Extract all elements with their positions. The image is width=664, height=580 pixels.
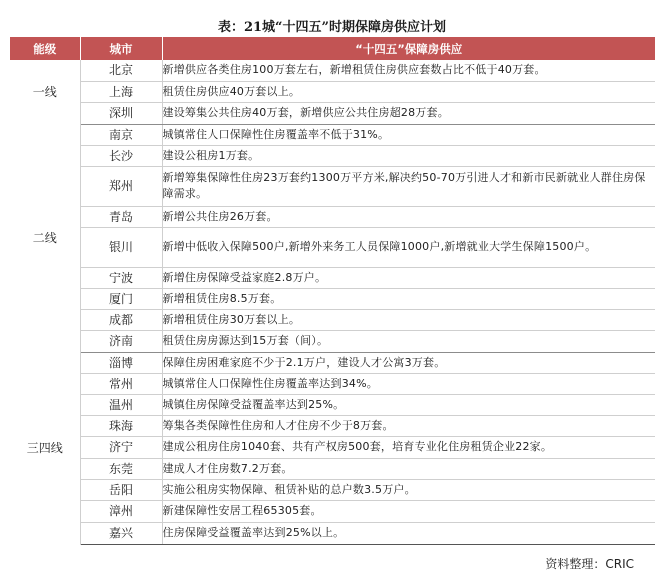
plan-cell: 新建保障性安居工程65305套。 — [162, 500, 655, 522]
plan-cell: 建设公租房1万套。 — [162, 145, 655, 166]
table-row — [10, 479, 655, 500]
plan-cell: 建成人才住房数7.2万套。 — [162, 458, 655, 479]
table-row — [10, 373, 655, 394]
plan-cell: 筹集各类保障性住房和人才住房不少于8万套。 — [162, 415, 655, 436]
header-city: 城市 — [80, 37, 162, 60]
source-note: 资料整理：CRIC — [545, 557, 634, 571]
city-cell: 宁波 — [80, 267, 162, 288]
tier-cell: 三四线 — [10, 352, 80, 544]
city-cell: 济宁 — [80, 436, 162, 458]
city-cell: 上海 — [80, 81, 162, 102]
city-cell: 温州 — [80, 394, 162, 415]
table-header-row — [10, 37, 655, 60]
table-row — [10, 206, 655, 227]
plan-cell: 建设筹集公共住房40万套，新增供应公共住房超28万套。 — [162, 102, 655, 124]
city-cell: 厦门 — [80, 288, 162, 309]
plan-cell: 租赁住房供应40万套以上。 — [162, 81, 655, 102]
plan-cell: 新增租赁住房30万套以上。 — [162, 309, 655, 330]
plan-cell: 新增中低收入保障500户,新增外来务工人员保障1000户,新增就业大学生保障1500户。 — [162, 227, 655, 267]
city-cell: 嘉兴 — [80, 522, 162, 544]
table-row — [10, 227, 655, 267]
city-cell: 常州 — [80, 373, 162, 394]
table-row — [10, 166, 655, 206]
tier-cell: 一线 — [10, 60, 80, 124]
table-row — [10, 81, 655, 102]
city-cell: 长沙 — [80, 145, 162, 166]
plan-cell: 保障住房困难家庭不少于2.1万户，建设人才公寓3万套。 — [162, 352, 655, 373]
plan-cell: 城镇常住人口保障性住房覆盖率不低于31%。 — [162, 124, 655, 145]
city-cell: 青岛 — [80, 206, 162, 227]
table-row — [10, 102, 655, 124]
plan-cell: 新增租赁住房8.5万套。 — [162, 288, 655, 309]
city-cell: 济南 — [80, 330, 162, 352]
plan-cell: 新增公共住房26万套。 — [162, 206, 655, 227]
plan-cell: 住房保障受益覆盖率达到25%以上。 — [162, 522, 655, 544]
header-plan: “十四五”保障房供应 — [162, 37, 655, 60]
plan-cell: 城镇住房保障受益覆盖率达到25%。 — [162, 394, 655, 415]
header-tier: 能级 — [10, 37, 80, 60]
tier-cell: 二线 — [10, 124, 80, 352]
table-row — [10, 288, 655, 309]
plan-cell: 城镇常住人口保障性住房覆盖率达到34%。 — [162, 373, 655, 394]
table-row — [10, 394, 655, 415]
housing-plan-table — [10, 37, 655, 545]
table-row — [10, 267, 655, 288]
city-cell: 东莞 — [80, 458, 162, 479]
table-row — [10, 330, 655, 352]
table-row — [10, 60, 655, 81]
plan-cell: 实施公租房实物保障、租赁补贴的总户数3.5万户。 — [162, 479, 655, 500]
table-body — [10, 60, 655, 544]
city-cell: 南京 — [80, 124, 162, 145]
city-cell: 淄博 — [80, 352, 162, 373]
table-row — [10, 124, 655, 145]
plan-cell: 新增筹集保障性住房23万套约1300万平方米,解决约50-70万引进人才和新市民新就业人群住房保障需求。 — [162, 166, 655, 206]
table-row — [10, 309, 655, 330]
table-row — [10, 415, 655, 436]
table-row — [10, 458, 655, 479]
table-title: 表：21城“十四五”时期保障房供应计划 — [217, 20, 447, 35]
city-cell: 珠海 — [80, 415, 162, 436]
city-cell: 郑州 — [80, 166, 162, 206]
table-row — [10, 352, 655, 373]
table-row — [10, 145, 655, 166]
city-cell: 银川 — [80, 227, 162, 267]
city-cell: 深圳 — [80, 102, 162, 124]
city-cell: 北京 — [80, 60, 162, 81]
table-row — [10, 522, 655, 544]
plan-cell: 新增住房保障受益家庭2.8万户。 — [162, 267, 655, 288]
table-row — [10, 500, 655, 522]
plan-cell: 建成公租房住房1040套、共有产权房500套，培育专业化住房租赁企业22家。 — [162, 436, 655, 458]
plan-cell: 新增供应各类住房100万套左右，新增租赁住房供应套数占比不低于40万套。 — [162, 60, 655, 81]
city-cell: 漳州 — [80, 500, 162, 522]
city-cell: 岳阳 — [80, 479, 162, 500]
table-row — [10, 436, 655, 458]
plan-cell: 租赁住房房源达到15万套（间）。 — [162, 330, 655, 352]
city-cell: 成都 — [80, 309, 162, 330]
